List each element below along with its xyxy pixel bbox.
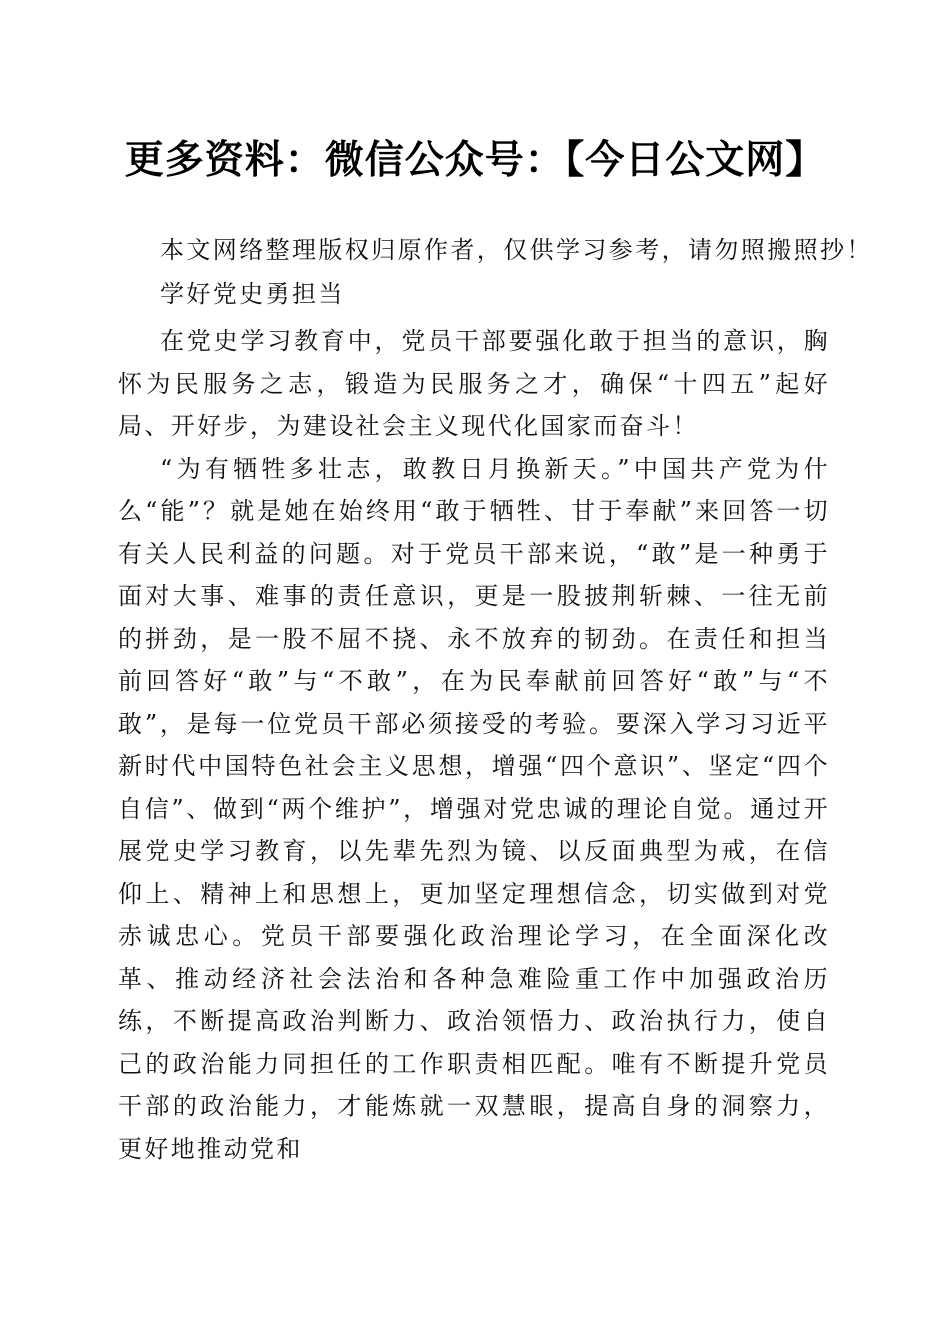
article-title: 学好党史勇担当 xyxy=(160,280,345,308)
paragraph: 在党史学习教育中，党员干部要强化敢于担当的意识，胸怀为民服务之志，锻造为民服务之才，确保“十四五”起好局、开好步，为建设社会主义现代化国家而奋斗！ xyxy=(118,327,830,440)
header-title: 更多资料：微信公众号：【今日公文网】 xyxy=(124,137,826,183)
paragraph: “为有牺牲多壮志，敢教日月换新天。”中国共产党为什么“能”？就是她在始终用“敢于牺牲、甘于奉献”来回答一切有关人民利益的问题。对于党员干部来说，“敢”是一种勇于面对大事、难事的责任意识，更是一股披荆斩棘、一往无前的拼劲，是一股不屈不挠、永不放弃的韧劲。在责任和担当前回答好“敢”与“不敢”，在为民奉献前回答好“敢”与“不敢”，是每一位党员干部必须接受的考验。要深入学习习近平新时代中国特色社会主义思想，增强“四个意识”、坚定“四个自信”、做到“两个维护”，增强对党忠诚的理论自觉。通过开展党史学习教育，以先辈先烈为镜、以反面典型为戒，在信仰上、精神上和思想上，更加坚定理想信念，切实做到对党赤诚忠心。党员干部要强化政治理论学习，在全面深化改革、推动经济社会法治和各种急难险重工作中加强政治历练，不断提高政治判断力、政治领悟力、政治执行力，使自己的政治能力同担任的工作职责相匹配。唯有不断提升党员干部的政治能力，才能炼就一双慧眼，提高自身的洞察力，更好地推动党和 xyxy=(118,454,830,1163)
document-body xyxy=(118,228,873,1170)
copyright-note: 本文网络整理版权归原作者，仅供学习参考，请勿照搬照抄！ xyxy=(160,236,873,264)
